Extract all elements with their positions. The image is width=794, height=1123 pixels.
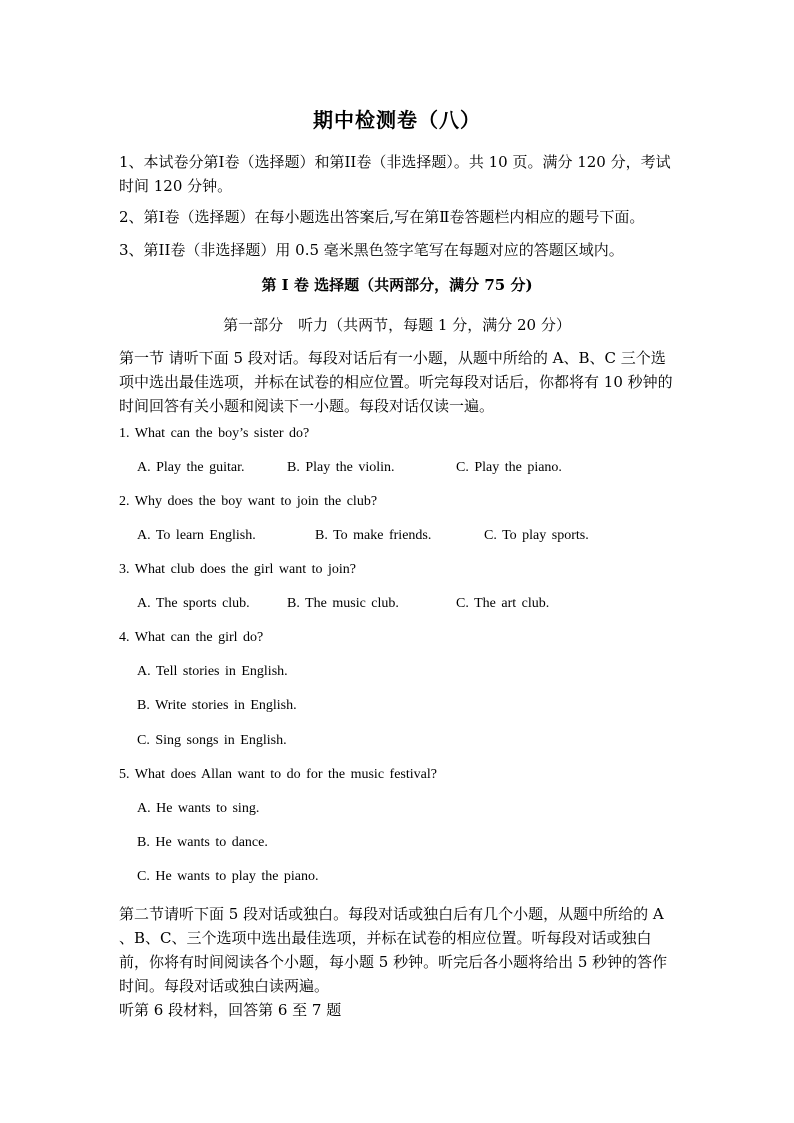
answer-option: B. Write stories in English. [137,698,297,713]
answer-option: B. The music club. [287,596,399,611]
question-stem: 1. What can the boy’s sister do? [119,426,310,441]
instruction-note-3: 3、第II卷（非选择题）用 0.5 毫米黑色签字笔写在每题对应的答题区域内。 [119,241,624,259]
instruction-note-1: 1、本试卷分第I卷（选择题）和第II卷（非选择题）。共 10 页。满分 120 分，考试时间 120 分钟。 [119,153,671,195]
answer-option: A. Play the guitar. [137,460,245,475]
answer-option: C. Sing songs in English. [137,733,287,748]
answer-option: B. To make friends. [315,528,432,543]
answer-option: A. The sports club. [137,596,250,611]
question-stem: 4. What can the girl do? [119,630,264,645]
instruction-note-2: 2、第I卷（选择题）在每小题选出答案后,写在第Ⅱ卷答题栏内相应的题号下面。 [119,208,645,226]
section1-instructions: 第一节 请听下面 5 段对话。每段对话后有一小题，从题中所给的 A、B、C 三个选项中选出最佳选项，并标在试卷的相应位置。听完每段对话后，你都将有 10 秒钟的时间回答有关小题和阅读下一小题。每段对话仅读一遍。 [119,349,673,415]
part-heading: 第一部分 听力（共两节，每题 1 分，满分 20 分） [223,316,571,334]
answer-option: A. Tell stories in English. [137,664,288,679]
answer-option: C. He wants to play the piano. [137,869,319,884]
answer-option: B. Play the violin. [287,460,395,475]
answer-option: C. Play the piano. [456,460,562,475]
page-title: 期中检测卷（八） [313,108,481,132]
question-stem: 5. What does Allan want to do for the music festival? [119,767,437,782]
answer-option: C. The art club. [456,596,550,611]
answer-option: B. He wants to dance. [137,835,268,850]
material-prompt: 听第 6 段材料，回答第 6 至 7 题 [119,1001,342,1019]
question-stem: 3. What club does the girl want to join? [119,562,356,577]
answer-option: C. To play sports. [484,528,589,543]
question-stem: 2. Why does the boy want to join the club? [119,494,378,509]
answer-option: A. He wants to sing. [137,801,260,816]
answer-option: A. To learn English. [137,528,256,543]
section2-instructions: 第二节请听下面 5 段对话或独白。每段对话或独白后有几个小题，从题中所给的 A 、B、C、三个选项中选出最佳选项，并标在试卷的相应位置。听每段对话或独白前，你将有时间阅读各个小题，每小题 5 秒钟。听完后各小题将给出 5 秒钟的答作时间。每段对话或独白读两遍。 [119,905,668,995]
section-heading: 第 I 卷 选择题（共两部分，满分 75 分) [261,276,533,294]
